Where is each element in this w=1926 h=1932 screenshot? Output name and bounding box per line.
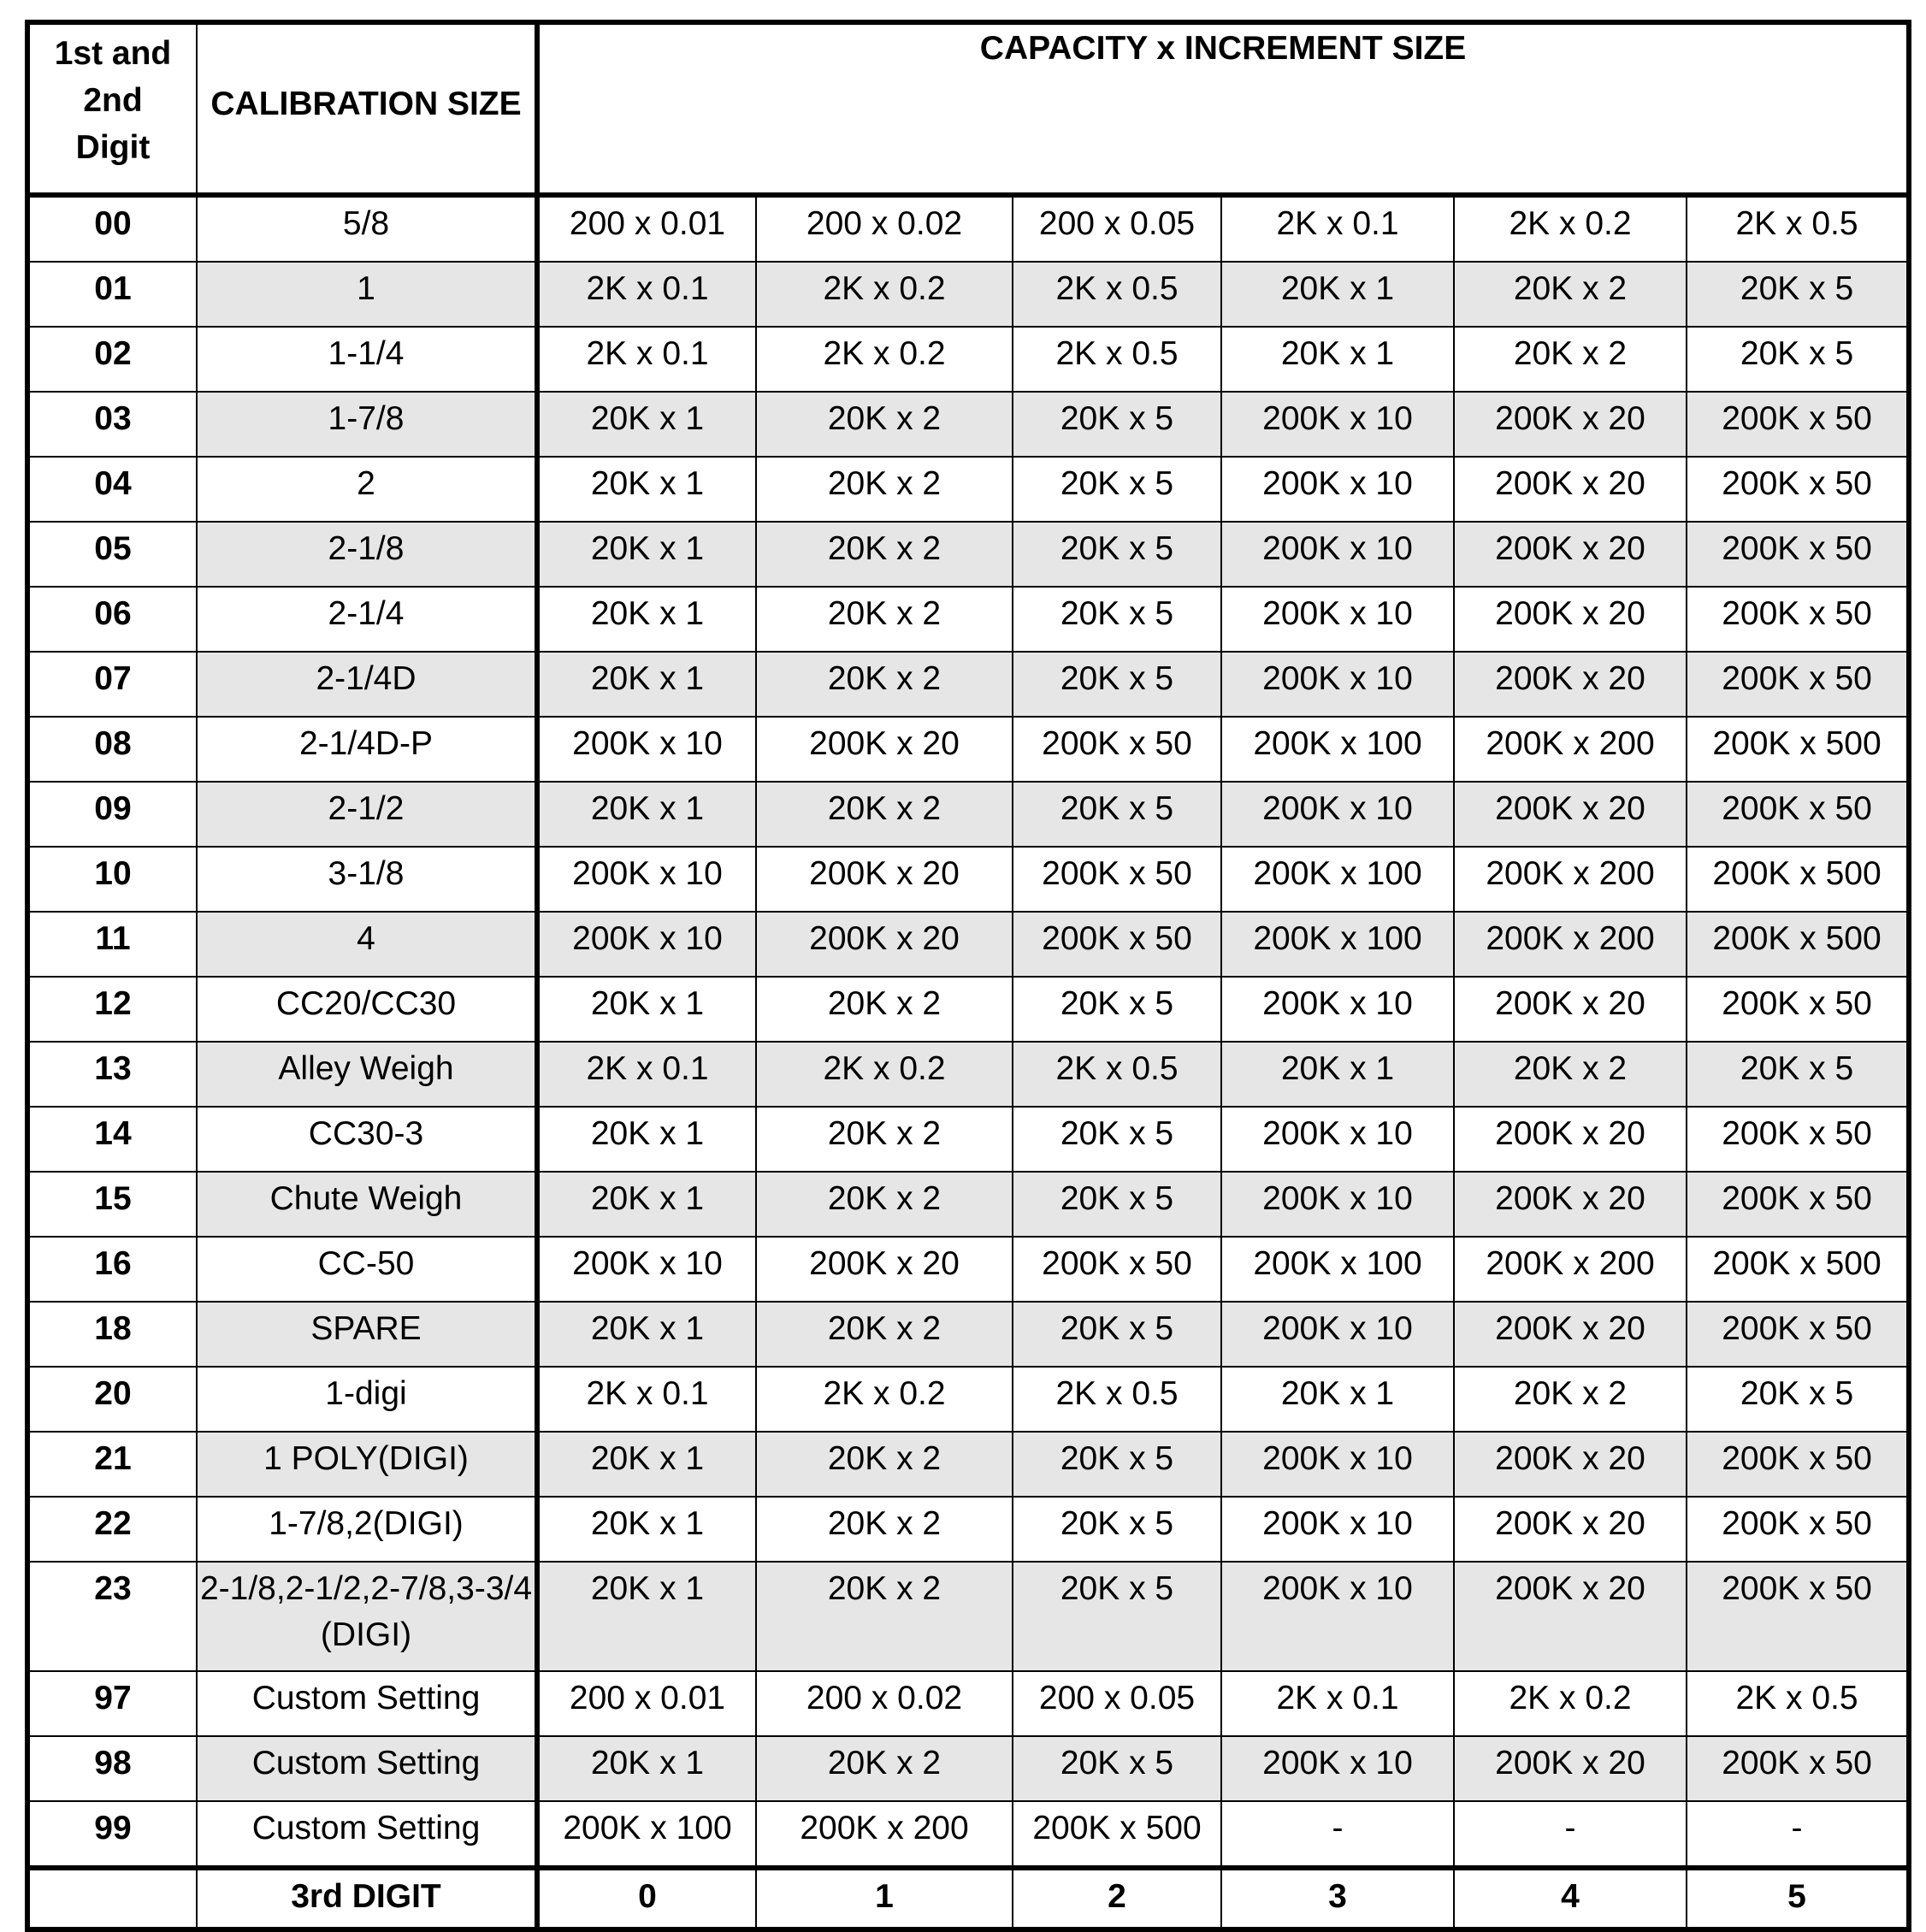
calibration-size-cell: Custom Setting	[197, 1671, 537, 1736]
row-code: 14	[27, 1107, 197, 1172]
table-body	[27, 195, 1909, 1868]
table-row	[27, 522, 1909, 587]
calibration-size-cell: 2-1/8	[197, 522, 537, 587]
calibration-size-cell: CC-50	[197, 1237, 537, 1302]
capacity-cell-digit-4: 200K x 20	[1454, 1562, 1687, 1671]
capacity-cell-digit-5: 200K x 50	[1687, 1432, 1909, 1497]
capacity-cell-digit-1: 20K x 2	[756, 1736, 1013, 1801]
capacity-cell-digit-0: 20K x 1	[537, 1432, 756, 1497]
capacity-cell-digit-0: 20K x 1	[537, 1172, 756, 1237]
capacity-cell-digit-1: 2K x 0.2	[756, 262, 1013, 327]
capacity-cell-digit-4: 2K x 0.2	[1454, 1671, 1687, 1736]
capacity-cell-digit-3: 20K x 1	[1221, 262, 1454, 327]
table-row	[27, 392, 1909, 457]
capacity-cell-digit-2: 20K x 5	[1013, 1302, 1221, 1367]
capacity-cell-digit-0: 200K x 10	[537, 717, 756, 782]
row-code: 03	[27, 392, 197, 457]
capacity-cell-digit-4: 200K x 20	[1454, 522, 1687, 587]
capacity-cell-digit-2: 20K x 5	[1013, 1736, 1221, 1801]
capacity-cell-digit-1: 20K x 2	[756, 587, 1013, 652]
capacity-cell-digit-4: 200K x 200	[1454, 847, 1687, 912]
calibration-size-cell: 2-1/4D-P	[197, 717, 537, 782]
row-code: 15	[27, 1172, 197, 1237]
calibration-size-cell: SPARE	[197, 1302, 537, 1367]
capacity-cell-digit-1: 200 x 0.02	[756, 1671, 1013, 1736]
capacity-cell-digit-5: 200K x 50	[1687, 1302, 1909, 1367]
row-code: 16	[27, 1237, 197, 1302]
calibration-size-line-1: 2-1/8,2-1/2,2-7/8,3-3/4	[199, 1570, 533, 1607]
row-code: 13	[27, 1042, 197, 1107]
capacity-cell-digit-3: 200K x 10	[1221, 1107, 1454, 1172]
table-row	[27, 1801, 1909, 1868]
digit-column-header	[27, 22, 197, 195]
table-row	[27, 1497, 1909, 1562]
capacity-cell-digit-4: 200K x 20	[1454, 652, 1687, 717]
capacity-cell-digit-1: 20K x 2	[756, 457, 1013, 522]
capacity-cell-digit-3: 200K x 10	[1221, 1172, 1454, 1237]
capacity-cell-digit-5: 200K x 50	[1687, 457, 1909, 522]
calibration-size-cell: 1 POLY(DIGI)	[197, 1432, 537, 1497]
capacity-cell-digit-5: -	[1687, 1801, 1909, 1868]
table-row	[27, 717, 1909, 782]
capacity-cell-digit-0: 2K x 0.1	[537, 262, 756, 327]
capacity-cell-digit-3: 200K x 10	[1221, 457, 1454, 522]
table-row	[27, 457, 1909, 522]
capacity-cell-digit-3: 20K x 1	[1221, 327, 1454, 392]
capacity-cell-digit-2: 2K x 0.5	[1013, 262, 1221, 327]
capacity-cell-digit-4: 200K x 20	[1454, 977, 1687, 1042]
table-row	[27, 1302, 1909, 1367]
calibration-size-cell: 3-1/8	[197, 847, 537, 912]
capacity-cell-digit-5: 2K x 0.5	[1687, 1671, 1909, 1736]
capacity-cell-digit-4: 200K x 20	[1454, 1172, 1687, 1237]
capacity-cell-digit-2: 20K x 5	[1013, 457, 1221, 522]
footer-empty-cell	[27, 1868, 197, 1929]
capacity-cell-digit-0: 20K x 1	[537, 1736, 756, 1801]
capacity-cell-digit-1: 20K x 2	[756, 1302, 1013, 1367]
capacity-cell-digit-2: 2K x 0.5	[1013, 327, 1221, 392]
capacity-cell-digit-0: 20K x 1	[537, 457, 756, 522]
table-row	[27, 847, 1909, 912]
capacity-cell-digit-4: -	[1454, 1801, 1687, 1868]
row-code: 10	[27, 847, 197, 912]
capacity-cell-digit-0: 200 x 0.01	[537, 195, 756, 262]
table-row	[27, 1736, 1909, 1801]
calibration-size-cell: 1-digi	[197, 1367, 537, 1432]
capacity-cell-digit-1: 20K x 2	[756, 652, 1013, 717]
capacity-cell-digit-0: 20K x 1	[537, 587, 756, 652]
capacity-cell-digit-2: 20K x 5	[1013, 1497, 1221, 1562]
row-code: 11	[27, 912, 197, 977]
capacity-cell-digit-2: 20K x 5	[1013, 782, 1221, 847]
capacity-cell-digit-0: 200K x 10	[537, 1237, 756, 1302]
calibration-size-cell: Chute Weigh	[197, 1172, 537, 1237]
capacity-cell-digit-0: 20K x 1	[537, 392, 756, 457]
capacity-cell-digit-1: 200K x 20	[756, 847, 1013, 912]
capacity-cell-digit-3: 20K x 1	[1221, 1367, 1454, 1432]
calibration-size-cell: Custom Setting	[197, 1801, 537, 1868]
capacity-cell-digit-3: 200K x 10	[1221, 652, 1454, 717]
calibration-size-cell: 1-7/8,2(DIGI)	[197, 1497, 537, 1562]
row-code: 20	[27, 1367, 197, 1432]
capacity-cell-digit-5: 200K x 50	[1687, 977, 1909, 1042]
capacity-cell-digit-1: 20K x 2	[756, 782, 1013, 847]
calibration-size-cell: 2-1/2	[197, 782, 537, 847]
capacity-cell-digit-1: 200K x 20	[756, 717, 1013, 782]
third-digit-1: 1	[756, 1868, 1013, 1929]
calibration-size-cell: CC30-3	[197, 1107, 537, 1172]
calibration-size-cell: 5/8	[197, 195, 537, 262]
capacity-cell-digit-0: 20K x 1	[537, 652, 756, 717]
table-row	[27, 1237, 1909, 1302]
digit-header-line-3: Digit	[75, 129, 151, 166]
capacity-cell-digit-2: 2K x 0.5	[1013, 1042, 1221, 1107]
row-code: 01	[27, 262, 197, 327]
capacity-cell-digit-1: 20K x 2	[756, 1107, 1013, 1172]
table-row	[27, 587, 1909, 652]
table-row	[27, 262, 1909, 327]
capacity-increment-header: CAPACITY x INCREMENT SIZE	[537, 22, 1909, 195]
table-row	[27, 652, 1909, 717]
calibration-size-header: CALIBRATION SIZE	[197, 22, 537, 195]
calibration-size-line-2: (DIGI)	[320, 1616, 412, 1653]
row-code: 06	[27, 587, 197, 652]
row-code: 23	[27, 1562, 197, 1671]
capacity-cell-digit-2: 200K x 500	[1013, 1801, 1221, 1868]
capacity-cell-digit-4: 200K x 200	[1454, 1237, 1687, 1302]
table-row	[27, 912, 1909, 977]
third-digit-5: 5	[1687, 1868, 1909, 1929]
calibration-size-cell	[197, 1562, 537, 1671]
row-code: 98	[27, 1736, 197, 1801]
capacity-cell-digit-4: 200K x 200	[1454, 912, 1687, 977]
capacity-cell-digit-0: 20K x 1	[537, 1107, 756, 1172]
row-code: 04	[27, 457, 197, 522]
third-digit-label: 3rd DIGIT	[197, 1868, 537, 1929]
capacity-cell-digit-5: 200K x 50	[1687, 392, 1909, 457]
capacity-cell-digit-3: 20K x 1	[1221, 1042, 1454, 1107]
capacity-cell-digit-1: 20K x 2	[756, 1497, 1013, 1562]
third-digit-row	[27, 1868, 1909, 1929]
row-code: 18	[27, 1302, 197, 1367]
capacity-cell-digit-5: 200K x 50	[1687, 1497, 1909, 1562]
capacity-cell-digit-5: 200K x 500	[1687, 912, 1909, 977]
capacity-cell-digit-5: 20K x 5	[1687, 327, 1909, 392]
capacity-cell-digit-4: 20K x 2	[1454, 262, 1687, 327]
row-code: 21	[27, 1432, 197, 1497]
row-code: 99	[27, 1801, 197, 1868]
capacity-cell-digit-4: 20K x 2	[1454, 1042, 1687, 1107]
capacity-cell-digit-1: 2K x 0.2	[756, 327, 1013, 392]
capacity-cell-digit-1: 200K x 20	[756, 1237, 1013, 1302]
capacity-cell-digit-3: 200K x 10	[1221, 782, 1454, 847]
table-row	[27, 1172, 1909, 1237]
capacity-cell-digit-5: 20K x 5	[1687, 262, 1909, 327]
capacity-cell-digit-4: 200K x 20	[1454, 1432, 1687, 1497]
capacity-cell-digit-3: 200K x 10	[1221, 392, 1454, 457]
table-row	[27, 1367, 1909, 1432]
capacity-cell-digit-1: 20K x 2	[756, 1432, 1013, 1497]
row-code: 08	[27, 717, 197, 782]
capacity-cell-digit-1: 200K x 20	[756, 912, 1013, 977]
capacity-cell-digit-3: 200K x 100	[1221, 717, 1454, 782]
capacity-cell-digit-2: 200K x 50	[1013, 1237, 1221, 1302]
capacity-cell-digit-0: 20K x 1	[537, 1302, 756, 1367]
row-code: 02	[27, 327, 197, 392]
capacity-cell-digit-3: 200K x 100	[1221, 847, 1454, 912]
table-row	[27, 1562, 1909, 1671]
row-code: 12	[27, 977, 197, 1042]
capacity-cell-digit-1: 20K x 2	[756, 392, 1013, 457]
capacity-cell-digit-2: 20K x 5	[1013, 1562, 1221, 1671]
capacity-cell-digit-1: 20K x 2	[756, 977, 1013, 1042]
row-code: 22	[27, 1497, 197, 1562]
capacity-cell-digit-4: 200K x 20	[1454, 782, 1687, 847]
capacity-cell-digit-4: 200K x 20	[1454, 457, 1687, 522]
row-code: 00	[27, 195, 197, 262]
row-code: 97	[27, 1671, 197, 1736]
capacity-cell-digit-4: 200K x 20	[1454, 587, 1687, 652]
capacity-cell-digit-1: 200K x 200	[756, 1801, 1013, 1868]
capacity-cell-digit-2: 20K x 5	[1013, 1432, 1221, 1497]
capacity-cell-digit-0: 2K x 0.1	[537, 1367, 756, 1432]
capacity-cell-digit-3: 200K x 100	[1221, 1237, 1454, 1302]
capacity-cell-digit-3: 200K x 10	[1221, 1497, 1454, 1562]
table-row	[27, 977, 1909, 1042]
capacity-cell-digit-3: 200K x 100	[1221, 912, 1454, 977]
capacity-cell-digit-2: 200 x 0.05	[1013, 1671, 1221, 1736]
capacity-cell-digit-5: 20K x 5	[1687, 1042, 1909, 1107]
capacity-cell-digit-0: 200 x 0.01	[537, 1671, 756, 1736]
capacity-cell-digit-3: 200K x 10	[1221, 1302, 1454, 1367]
capacity-cell-digit-0: 2K x 0.1	[537, 1042, 756, 1107]
capacity-cell-digit-3: -	[1221, 1801, 1454, 1868]
capacity-cell-digit-2: 200 x 0.05	[1013, 195, 1221, 262]
table-row	[27, 782, 1909, 847]
capacity-cell-digit-5: 200K x 500	[1687, 847, 1909, 912]
capacity-cell-digit-1: 20K x 2	[756, 522, 1013, 587]
capacity-cell-digit-3: 200K x 10	[1221, 522, 1454, 587]
capacity-cell-digit-0: 200K x 100	[537, 1801, 756, 1868]
capacity-cell-digit-3: 200K x 10	[1221, 977, 1454, 1042]
table-row	[27, 327, 1909, 392]
calibration-size-cell: 4	[197, 912, 537, 977]
capacity-cell-digit-3: 200K x 10	[1221, 1432, 1454, 1497]
capacity-cell-digit-3: 2K x 0.1	[1221, 195, 1454, 262]
capacity-cell-digit-5: 200K x 50	[1687, 1172, 1909, 1237]
capacity-cell-digit-2: 200K x 50	[1013, 847, 1221, 912]
row-code: 07	[27, 652, 197, 717]
capacity-cell-digit-0: 20K x 1	[537, 782, 756, 847]
capacity-cell-digit-5: 200K x 50	[1687, 1562, 1909, 1671]
capacity-cell-digit-5: 2K x 0.5	[1687, 195, 1909, 262]
capacity-cell-digit-3: 200K x 10	[1221, 1736, 1454, 1801]
calibration-table	[25, 20, 1911, 1932]
table-row	[27, 1107, 1909, 1172]
capacity-cell-digit-2: 200K x 50	[1013, 717, 1221, 782]
calibration-size-cell: 1-7/8	[197, 392, 537, 457]
capacity-cell-digit-5: 200K x 50	[1687, 1736, 1909, 1801]
capacity-cell-digit-4: 2K x 0.2	[1454, 195, 1687, 262]
capacity-cell-digit-0: 20K x 1	[537, 522, 756, 587]
capacity-cell-digit-2: 20K x 5	[1013, 392, 1221, 457]
capacity-cell-digit-3: 2K x 0.1	[1221, 1671, 1454, 1736]
table-row	[27, 195, 1909, 262]
capacity-cell-digit-4: 200K x 20	[1454, 1497, 1687, 1562]
calibration-size-cell: 2-1/4D	[197, 652, 537, 717]
table-row	[27, 1671, 1909, 1736]
capacity-cell-digit-2: 20K x 5	[1013, 652, 1221, 717]
capacity-cell-digit-2: 20K x 5	[1013, 1107, 1221, 1172]
calibration-size-cell: 1	[197, 262, 537, 327]
calibration-size-cell: 2-1/4	[197, 587, 537, 652]
capacity-cell-digit-4: 20K x 2	[1454, 1367, 1687, 1432]
digit-header-line-2: 2nd	[83, 82, 143, 119]
capacity-cell-digit-2: 200K x 50	[1013, 912, 1221, 977]
capacity-cell-digit-5: 200K x 500	[1687, 1237, 1909, 1302]
capacity-cell-digit-2: 20K x 5	[1013, 522, 1221, 587]
row-code: 05	[27, 522, 197, 587]
third-digit-4: 4	[1454, 1868, 1687, 1929]
row-code: 09	[27, 782, 197, 847]
capacity-cell-digit-4: 200K x 20	[1454, 392, 1687, 457]
capacity-cell-digit-1: 200 x 0.02	[756, 195, 1013, 262]
calibration-size-cell: Alley Weigh	[197, 1042, 537, 1107]
third-digit-2: 2	[1013, 1868, 1221, 1929]
capacity-cell-digit-2: 20K x 5	[1013, 1172, 1221, 1237]
capacity-cell-digit-0: 20K x 1	[537, 1497, 756, 1562]
capacity-cell-digit-1: 20K x 2	[756, 1562, 1013, 1671]
capacity-cell-digit-0: 20K x 1	[537, 977, 756, 1042]
capacity-cell-digit-1: 2K x 0.2	[756, 1367, 1013, 1432]
capacity-cell-digit-1: 2K x 0.2	[756, 1042, 1013, 1107]
capacity-cell-digit-1: 20K x 2	[756, 1172, 1013, 1237]
capacity-cell-digit-5: 200K x 50	[1687, 522, 1909, 587]
calibration-size-cell: Custom Setting	[197, 1736, 537, 1801]
capacity-cell-digit-5: 200K x 500	[1687, 717, 1909, 782]
capacity-cell-digit-0: 200K x 10	[537, 912, 756, 977]
capacity-cell-digit-5: 20K x 5	[1687, 1367, 1909, 1432]
capacity-cell-digit-2: 2K x 0.5	[1013, 1367, 1221, 1432]
table-row	[27, 1042, 1909, 1107]
capacity-cell-digit-3: 200K x 10	[1221, 1562, 1454, 1671]
capacity-cell-digit-5: 200K x 50	[1687, 652, 1909, 717]
capacity-cell-digit-5: 200K x 50	[1687, 1107, 1909, 1172]
capacity-cell-digit-5: 200K x 50	[1687, 587, 1909, 652]
capacity-cell-digit-2: 20K x 5	[1013, 587, 1221, 652]
capacity-cell-digit-4: 20K x 2	[1454, 327, 1687, 392]
table-row	[27, 1432, 1909, 1497]
capacity-cell-digit-0: 20K x 1	[537, 1562, 756, 1671]
capacity-cell-digit-4: 200K x 200	[1454, 717, 1687, 782]
third-digit-3: 3	[1221, 1868, 1454, 1929]
third-digit-0: 0	[537, 1868, 756, 1929]
capacity-cell-digit-4: 200K x 20	[1454, 1736, 1687, 1801]
capacity-cell-digit-5: 200K x 50	[1687, 782, 1909, 847]
capacity-cell-digit-0: 200K x 10	[537, 847, 756, 912]
capacity-cell-digit-3: 200K x 10	[1221, 587, 1454, 652]
digit-header-line-1: 1st and	[54, 35, 172, 72]
calibration-size-cell: 2	[197, 457, 537, 522]
header-row	[27, 22, 1909, 195]
capacity-cell-digit-2: 20K x 5	[1013, 977, 1221, 1042]
capacity-cell-digit-0: 2K x 0.1	[537, 327, 756, 392]
capacity-cell-digit-4: 200K x 20	[1454, 1107, 1687, 1172]
calibration-size-cell: CC20/CC30	[197, 977, 537, 1042]
calibration-size-cell: 1-1/4	[197, 327, 537, 392]
capacity-cell-digit-4: 200K x 20	[1454, 1302, 1687, 1367]
